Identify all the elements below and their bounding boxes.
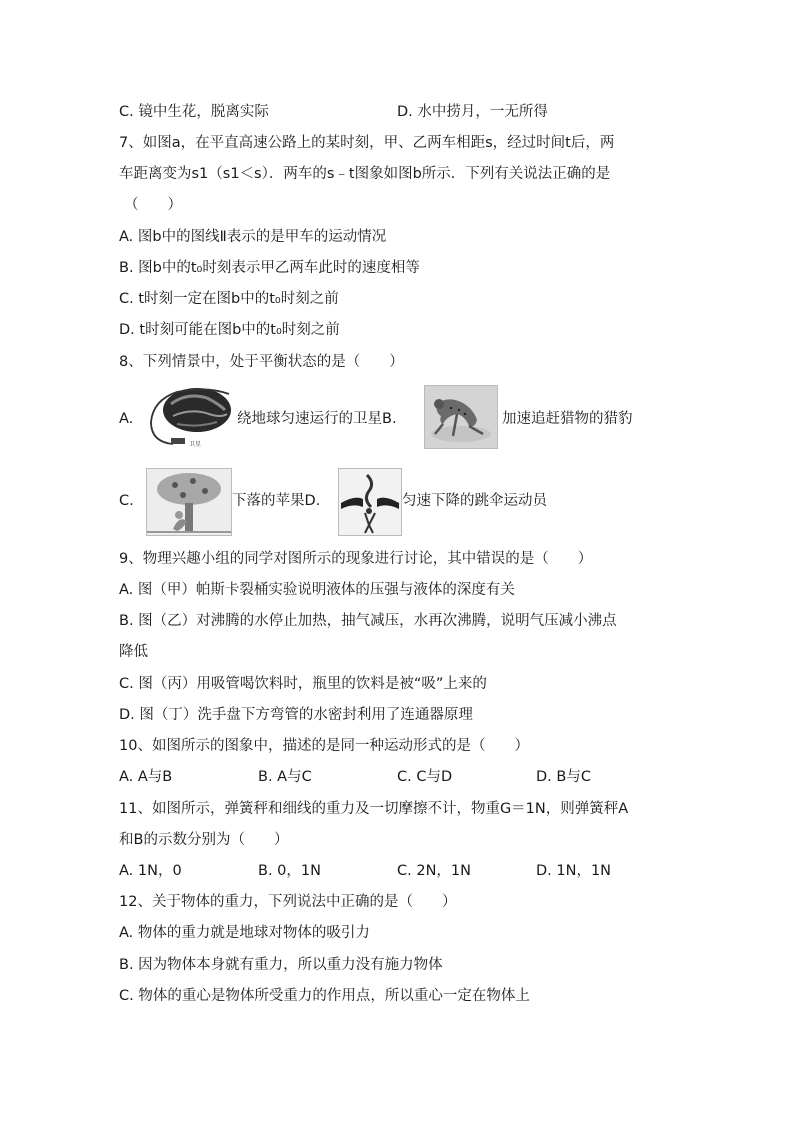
- q11-option-c: C. 2N，1N: [397, 863, 471, 879]
- q12-option-a: A. 物体的重力就是地球对物体的吸引力: [119, 925, 370, 941]
- q8-caption-d: 匀速下降的跳伞运动员: [402, 493, 547, 509]
- q8-label-c: C.: [119, 493, 134, 509]
- q11-option-d: D. 1N，1N: [536, 863, 612, 879]
- q7-option-a: A. 图b中的图线Ⅱ表示的是甲车的运动情况: [119, 229, 387, 245]
- q12-option-b: B. 因为物体本身就有重力，所以重力没有施力物体: [119, 957, 443, 973]
- q9-option-a: A. 图（甲）帕斯卡裂桶实验说明液体的压强与液体的深度有关: [119, 582, 515, 598]
- q7-stem-line2: 车距离变为s1（s1＜s）．两车的s﹣t图象如图b所示．下列有关说法正确的是: [119, 166, 611, 182]
- parachutist-image: [338, 468, 402, 536]
- q11-option-b: B. 0，1N: [258, 863, 321, 879]
- q7-stem-line1: 7、如图a，在平直高速公路上的某时刻，甲、乙两车相距s，经过时间t后，两: [119, 135, 615, 151]
- q6-option-c: C. 镜中生花，脱离实际: [119, 104, 269, 120]
- q9-option-b-line1: B. 图（乙）对沸腾的水停止加热，抽气减压，水再次沸腾，说明气压减小沸点: [119, 613, 617, 629]
- q7-option-d: D. t时刻可能在图b中的t₀时刻之前: [119, 322, 340, 338]
- q11-option-a: A. 1N，0: [119, 863, 182, 879]
- satellite-earth-image: [147, 384, 237, 452]
- q8-caption-b: 加速追赶猎物的猎豹: [502, 411, 633, 427]
- q9-stem: 9、物理兴趣小组的同学对图所示的现象进行讨论，其中错误的是（ ）: [119, 551, 593, 567]
- satellite-tag: 卫星: [189, 441, 202, 448]
- q7-stem-line3: （ ）: [124, 197, 182, 213]
- q8-caption-c: 下落的苹果D.: [232, 493, 321, 509]
- cheetah-image: [424, 385, 498, 449]
- q6-option-d: D. 水中捞月，一无所得: [397, 104, 548, 120]
- q12-stem: 12、关于物体的重力，下列说法中正确的是（ ）: [119, 894, 457, 910]
- q8-caption-a: 绕地球匀速运行的卫星B.: [237, 411, 397, 427]
- q8-row-cd: [119, 466, 679, 536]
- q9-option-b-line2: 降低: [119, 644, 148, 660]
- q11-stem-line2: 和B的示数分别为（ ）: [119, 832, 289, 848]
- q10-option-c: C. C与D: [397, 769, 453, 785]
- q10-option-b: B. A与C: [258, 769, 312, 785]
- q10-option-a: A. A与B: [119, 769, 173, 785]
- q7-option-b: B. 图b中的t₀时刻表示甲乙两车此时的速度相等: [119, 260, 420, 276]
- q9-option-c: C. 图（丙）用吸管喝饮料时，瓶里的饮料是被“吸”上来的: [119, 676, 487, 692]
- apple-tree-image: [146, 468, 232, 536]
- q8-label-a: A.: [119, 411, 134, 427]
- q7-option-c: C. t时刻一定在图b中的t₀时刻之前: [119, 291, 339, 307]
- q11-stem-line1: 11、如图所示，弹簧秤和细线的重力及一切摩擦不计，物重G＝1N，则弹簧秤A: [119, 801, 629, 817]
- q10-option-d: D. B与C: [536, 769, 591, 785]
- q8-row-ab: [119, 382, 679, 454]
- q12-option-c: C. 物体的重心是物体所受重力的作用点，所以重心一定在物体上: [119, 988, 530, 1004]
- q10-stem: 10、如图所示的图象中，描述的是同一种运动形式的是（ ）: [119, 738, 529, 754]
- q9-option-d: D. 图（丁）洗手盘下方弯管的水密封利用了连通器原理: [119, 707, 473, 723]
- q8-stem: 8、下列情景中，处于平衡状态的是（ ）: [119, 354, 404, 370]
